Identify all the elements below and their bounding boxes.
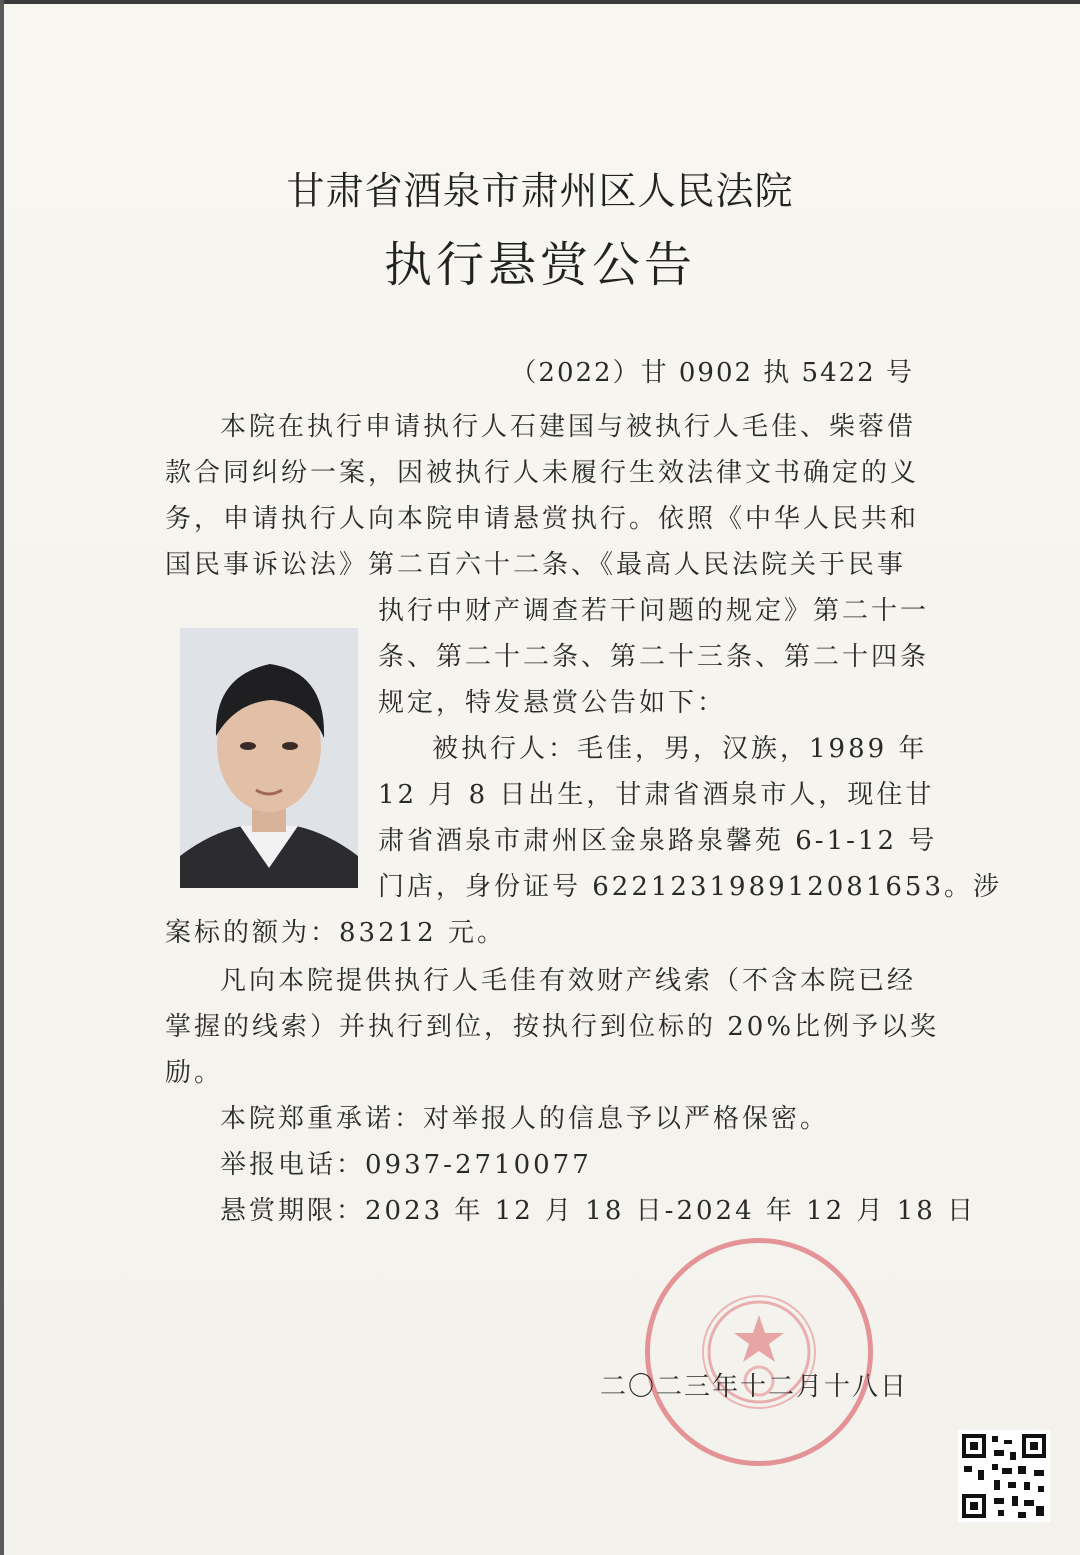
para3-line-3: 励。 (165, 1058, 224, 1088)
notice-title: 执行悬赏公告 (383, 237, 696, 293)
notice-date: 二〇二三年十二月十八日 (599, 1372, 908, 1402)
court-seal (645, 1238, 873, 1466)
para1-line-5: 执行中财产调查若干问题的规定》第二十一 (378, 596, 930, 626)
para2-line-3: 肃省酒泉市肃州区金泉路泉馨苑 6-1-12 号 (378, 826, 938, 856)
court-name: 甘肃省酒泉市肃州区人民法院 (286, 169, 794, 213)
report-hotline: 举报电话：0937-2710077 (220, 1150, 592, 1180)
para1-line-3: 务，申请执行人向本院申请悬赏执行。依照《中华人民共和 (165, 504, 920, 534)
para3-line-1: 凡向本院提供执行人毛佳有效财产线索（不含本院已经 (220, 966, 917, 996)
para3-line-2: 掌握的线索）并执行到位，按执行到位标的 20%比例予以奖 (165, 1012, 940, 1042)
case-number: （2022）甘 0902 执 5422 号 (510, 358, 914, 388)
portrait-image (180, 628, 358, 888)
reward-period: 悬赏期限：2023 年 12 月 18 日-2024 年 12 月 18 日 (220, 1196, 977, 1226)
para2-line-5: 案标的额为：83212 元。 (165, 918, 506, 948)
qr-code-icon (958, 1430, 1050, 1522)
para1-line-2: 款合同纠纷一案，因被执行人未履行生效法律文书确定的义 (165, 458, 920, 488)
para2-line-2: 12 月 8 日出生，甘肃省酒泉市人，现住甘 (378, 780, 935, 810)
para1-line-6: 条、第二十二条、第二十三条、第二十四条 (378, 642, 930, 672)
confidentiality-note: 本院郑重承诺：对举报人的信息予以严格保密。 (220, 1104, 830, 1134)
para1-line-4: 国民事诉讼法》第二百六十二条、《最高人民法院关于民事 (165, 550, 907, 580)
para2-line-4: 门店，身份证号 622123198912081653。涉 (378, 872, 1003, 902)
scan-edge-top (0, 0, 1080, 4)
para1-line-1: 本院在执行申请执行人石建国与被执行人毛佳、柴蓉借 (220, 412, 917, 442)
qr-code[interactable] (958, 1430, 1050, 1522)
para2-line-1: 被执行人：毛佳，男，汉族，1989 年 (432, 734, 928, 764)
person-photo (180, 628, 358, 888)
para1-line-7: 规定，特发悬赏公告如下： (378, 688, 727, 718)
